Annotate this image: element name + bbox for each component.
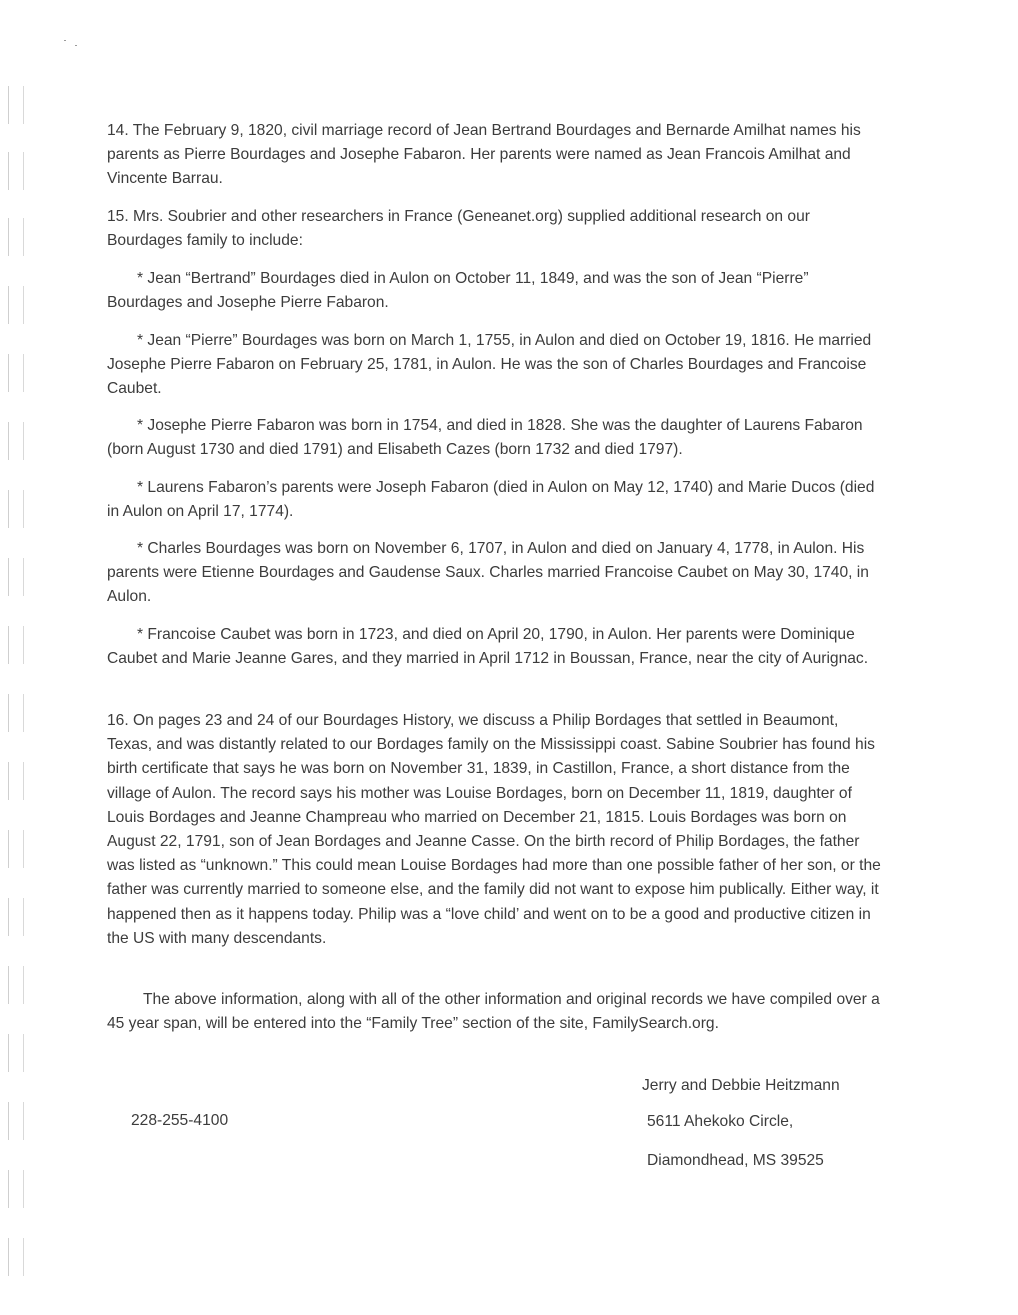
binder-mark	[8, 966, 24, 1004]
binder-mark	[8, 558, 24, 596]
bullet-laurens-fabaron: * Laurens Fabaron’s parents were Joseph Fabaron (died in Aulon on May 12, 1740) and Marie Ducos (died in Aulon on April 17, 1774).	[107, 479, 875, 521]
binder-mark	[8, 1034, 24, 1072]
binder-mark	[8, 694, 24, 732]
bullet-jean-pierre: * Jean “Pierre” Bourdages was born on March 1, 1755, in Aulon and died on October 19, 1816. He married Josephe Pierre Fabaron on February 25, 1781, in Aulon. He was the son of Charles Bourdages and Francoise Caubet.	[107, 332, 872, 398]
closing-paragraph: The above information, along with all of the other information and original records we have compiled over a 45 year span, will be entered into the “Family Tree” section of the site, FamilySearch.org.	[107, 991, 880, 1033]
binder-mark	[8, 152, 24, 190]
binder-mark	[8, 762, 24, 800]
signature-names: Jerry and Debbie Heitzmann	[642, 1077, 840, 1094]
binder-mark	[8, 286, 24, 324]
binder-mark	[8, 86, 24, 124]
bullet-charles-bourdages: * Charles Bourdages was born on November 6, 1707, in Aulon and died on January 4, 1778, in Aulon. His parents were Etienne Bourdages and Gaudense Saux. Charles married Francoise Caubet on May 30, 1740, in Aulon.	[107, 540, 869, 606]
binder-mark	[8, 1102, 24, 1140]
binder-mark	[8, 898, 24, 936]
scan-speck	[75, 45, 77, 46]
binder-mark	[8, 422, 24, 460]
scan-speck	[64, 40, 66, 41]
bullet-josephe-pierre-fabaron: * Josephe Pierre Fabaron was born in 1754, and died in 1828. She was the daughter of Laurens Fabaron (born August 1730 and died 1791) and Elisabeth Cazes (born 1732 and died 1797).	[107, 417, 863, 459]
binder-mark	[8, 354, 24, 392]
binder-mark	[8, 1170, 24, 1208]
bullet-jean-bertrand: * Jean “Bertrand” Bourdages died in Aulon on October 11, 1849, and was the son of Jean “Pierre” Bourdages and Josephe Pierre Fabaron.	[107, 270, 809, 312]
binder-mark	[8, 830, 24, 868]
binder-mark	[8, 626, 24, 664]
paragraph-14: 14. The February 9, 1820, civil marriage record of Jean Bertrand Bourdages and Bernarde Amilhat names his parents as Pierre Bourdages and Josephe Fabaron. Her parents were named as Jean Francois Amilhat and Vincente Barrau.	[107, 122, 861, 188]
phone-number: 228-255-4100	[131, 1112, 229, 1129]
binder-mark	[8, 1238, 24, 1276]
paragraph-15: 15. Mrs. Soubrier and other researchers in France (Geneanet.org) supplied additional research on our Bourdages family to include:	[107, 208, 810, 250]
street-address: 5611 Ahekoko Circle,	[647, 1113, 794, 1130]
binder-mark	[8, 490, 24, 528]
paragraph-16: 16. On pages 23 and 24 of our Bourdages History, we discuss a Philip Bordages that settled in Beaumont, Texas, and was distantly related to our Bordages family on the Mississippi coast. Sabine Soubrier has found his birth certificate that says he was born on November 31, 1839, in Castillon, France, a short distance from the village of Aulon. The record says his mother was Louise Bordages, born on December 11, 1819, daughter of Louis Bordages and Jeanne Champreau who married on December 21, 1815. Louis Bordages was born on August 22, 1791, son of Jean Bordages and Jeanne Casse. On the birth record of Philip Bordages, the father was listed as “unknown.” This could mean Louise Bordages had more than one possible father of her son, or the father was currently married to someone else, and the family did not want to expose him publically. Either way, it happened then as it happens today. Philip was a “love child’ and went on to be a good and productive citizen in the US with many descendants.	[107, 712, 881, 947]
binder-mark	[8, 218, 24, 256]
city-state-zip: Diamondhead, MS 39525	[647, 1152, 824, 1169]
bullet-francoise-caubet: * Francoise Caubet was born in 1723, and died on April 20, 1790, in Aulon. Her parents were Dominique Caubet and Marie Jeanne Gares, and they married in April 1712 in Boussan, France, near the city of Aurignac.	[107, 626, 869, 668]
